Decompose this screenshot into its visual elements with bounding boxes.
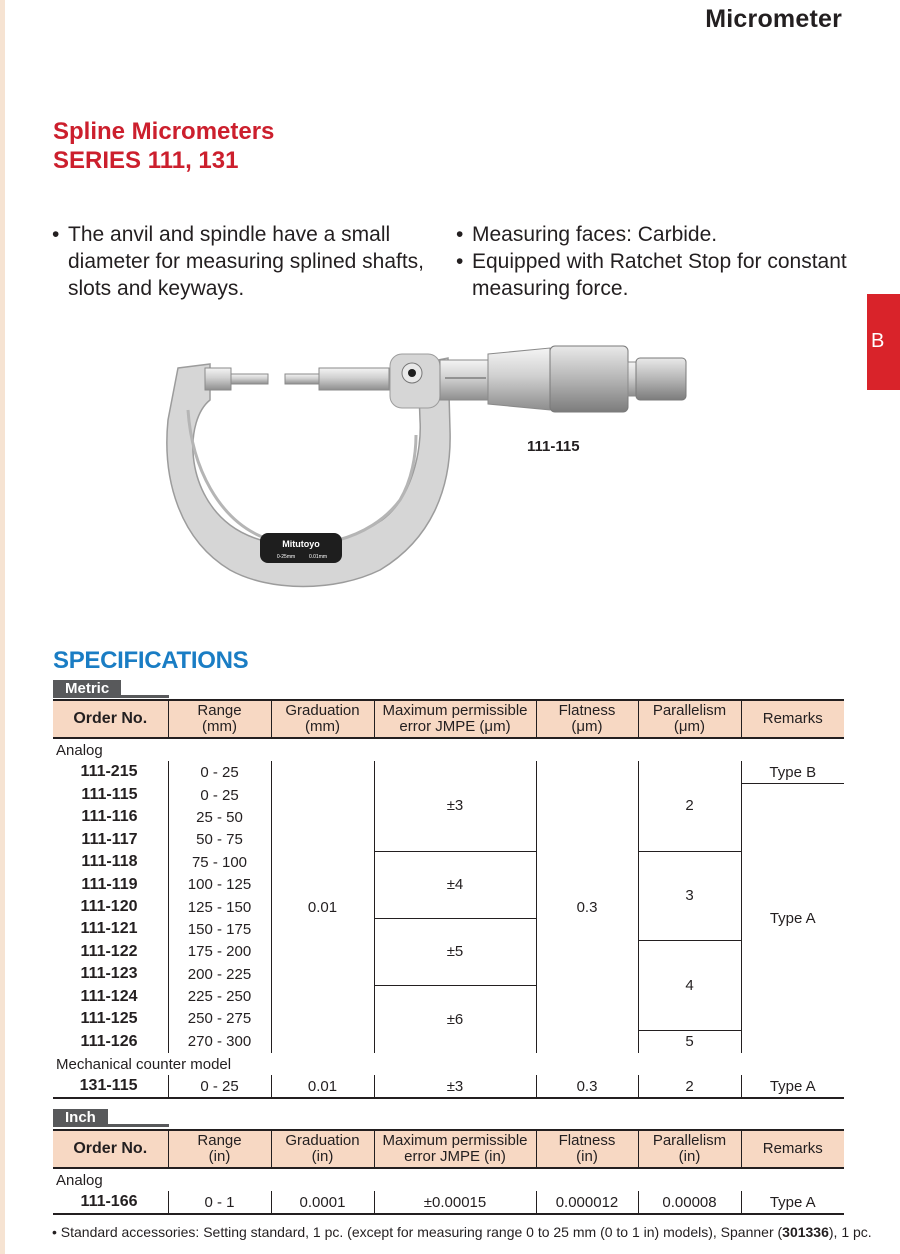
table-row	[53, 1191, 844, 1214]
col-header-flatness: Flatness (in)	[536, 1130, 638, 1168]
feature-item: • The anvil and spindle have a small diameter for measuring splined shafts, slots and keyways.	[52, 221, 447, 302]
order-number: 111-118	[53, 851, 168, 873]
parallelism-cell: 2	[638, 1075, 741, 1098]
parallelism-cell: 4	[638, 941, 741, 1031]
range-cell: 250 - 275	[187, 1010, 252, 1028]
product-model-label: 111-115	[527, 438, 580, 455]
product-title-line1: Spline Micrometers	[53, 118, 275, 145]
order-number: 111-117	[53, 829, 168, 851]
parallelism-cell: 0.00008	[638, 1191, 741, 1214]
range-cell: 150 - 175	[187, 920, 252, 938]
order-number: 111-119	[53, 873, 168, 895]
order-number: 111-124	[53, 985, 168, 1007]
range-cell: 75 - 100	[191, 853, 248, 871]
table-row	[53, 761, 844, 784]
table-row	[53, 851, 844, 873]
range-cell: 50 - 75	[196, 831, 243, 849]
order-number: 111-121	[53, 918, 168, 940]
order-number: 111-126	[53, 1030, 168, 1053]
remarks-cell: Type A	[741, 784, 844, 1053]
brand-name: Mitutoyo	[282, 539, 320, 549]
range-cell: 125 - 150	[187, 898, 252, 916]
plate-graduation: 0.01mm	[308, 554, 328, 560]
col-header-mpe: Maximum permissible error JMPE (μm)	[374, 700, 536, 738]
col-header-parallelism: Parallelism (in)	[638, 1130, 741, 1168]
subsection-analog: Analog	[56, 741, 103, 759]
mpe-cell: ±5	[374, 918, 536, 985]
range-cell: 0 - 1	[204, 1193, 235, 1211]
flatness-cell: 0.3	[536, 761, 638, 1053]
parallelism-cell: 2	[638, 761, 741, 851]
subsection-analog: Analog	[56, 1171, 103, 1189]
order-number: 111-122	[53, 941, 168, 963]
col-header-graduation: Graduation (in)	[271, 1130, 374, 1168]
col-header-order: Order No.	[53, 1130, 168, 1168]
plate-range: 0-25mm	[276, 554, 296, 560]
range-cell: 0 - 25	[200, 1077, 239, 1095]
subsection-mechanical-counter: Mechanical counter model	[56, 1055, 232, 1073]
remarks-cell: Type A	[741, 1191, 844, 1214]
col-header-parallelism: Parallelism (μm)	[638, 700, 741, 738]
order-number: 111-166	[53, 1191, 168, 1214]
col-header-remarks: Remarks	[741, 1130, 844, 1168]
specifications-heading: SPECIFICATIONS	[53, 647, 249, 674]
range-cell: 100 - 125	[187, 876, 252, 894]
col-header-range: Range (mm)	[168, 700, 271, 738]
feature-list-left	[52, 221, 447, 302]
order-number: 111-116	[53, 806, 168, 828]
table-row	[53, 1075, 844, 1098]
mpe-cell: ±3	[374, 761, 536, 851]
order-number: 111-115	[53, 784, 168, 806]
col-header-graduation: Graduation (mm)	[271, 700, 374, 738]
inch-tag-label: Inch	[53, 1109, 108, 1127]
order-number: 111-215	[53, 761, 168, 784]
mpe-cell: ±6	[374, 985, 536, 1053]
parallelism-cell: 5	[638, 1030, 741, 1053]
mpe-cell: ±0.00015	[374, 1191, 536, 1214]
metric-spec-table	[53, 699, 844, 1099]
graduation-cell: 0.01	[271, 761, 374, 1053]
remarks-cell: Type B	[741, 761, 844, 784]
product-title-line2: SERIES 111, 131	[53, 147, 239, 174]
flatness-cell: 0.3	[536, 1075, 638, 1098]
remarks-cell: Type A	[741, 1075, 844, 1098]
col-header-flatness: Flatness (μm)	[536, 700, 638, 738]
order-number: 111-125	[53, 1008, 168, 1030]
feature-item: • Measuring faces: Carbide.	[456, 221, 856, 248]
order-number: 131-115	[53, 1075, 168, 1098]
range-cell: 0 - 25	[200, 763, 239, 781]
range-cell: 25 - 50	[196, 808, 243, 826]
flatness-cell: 0.000012	[536, 1191, 638, 1214]
section-tab-label: B	[871, 330, 885, 352]
product-title	[53, 117, 274, 175]
graduation-cell: 0.01	[271, 1075, 374, 1098]
spanner-part-number: 301336	[782, 1224, 829, 1240]
page-edge-strip	[0, 0, 5, 1254]
section-tab[interactable]	[867, 294, 900, 390]
order-number: 111-120	[53, 896, 168, 918]
col-header-mpe: Maximum permissible error JMPE (in)	[374, 1130, 536, 1168]
col-header-remarks: Remarks	[741, 700, 844, 738]
mpe-cell: ±3	[374, 1075, 536, 1098]
feature-item: • Equipped with Ratchet Stop for constant measuring force.	[456, 248, 856, 302]
range-cell: 0 - 25	[200, 786, 239, 804]
graduation-cell: 0.0001	[271, 1191, 374, 1214]
inch-spec-table	[53, 1129, 844, 1215]
range-cell: 225 - 250	[187, 988, 252, 1006]
parallelism-cell: 3	[638, 851, 741, 941]
range-cell: 175 - 200	[187, 943, 252, 961]
mpe-cell: ±4	[374, 851, 536, 918]
standard-accessories-note: • Standard accessories: Setting standard, 1 pc. (except for measuring range 0 to 25 mm (0 to 1 in) models), Spanner (301336), 1 pc.	[52, 1224, 872, 1240]
page-header-title: Micrometer	[705, 5, 842, 33]
col-header-order: Order No.	[53, 700, 168, 738]
feature-list-right	[456, 221, 856, 302]
order-number: 111-123	[53, 963, 168, 985]
range-cell: 200 - 225	[187, 965, 252, 983]
metric-tag-label: Metric	[53, 680, 121, 698]
range-cell: 270 - 300	[187, 1033, 252, 1051]
col-header-range: Range (in)	[168, 1130, 271, 1168]
micrometer-image	[150, 340, 700, 595]
